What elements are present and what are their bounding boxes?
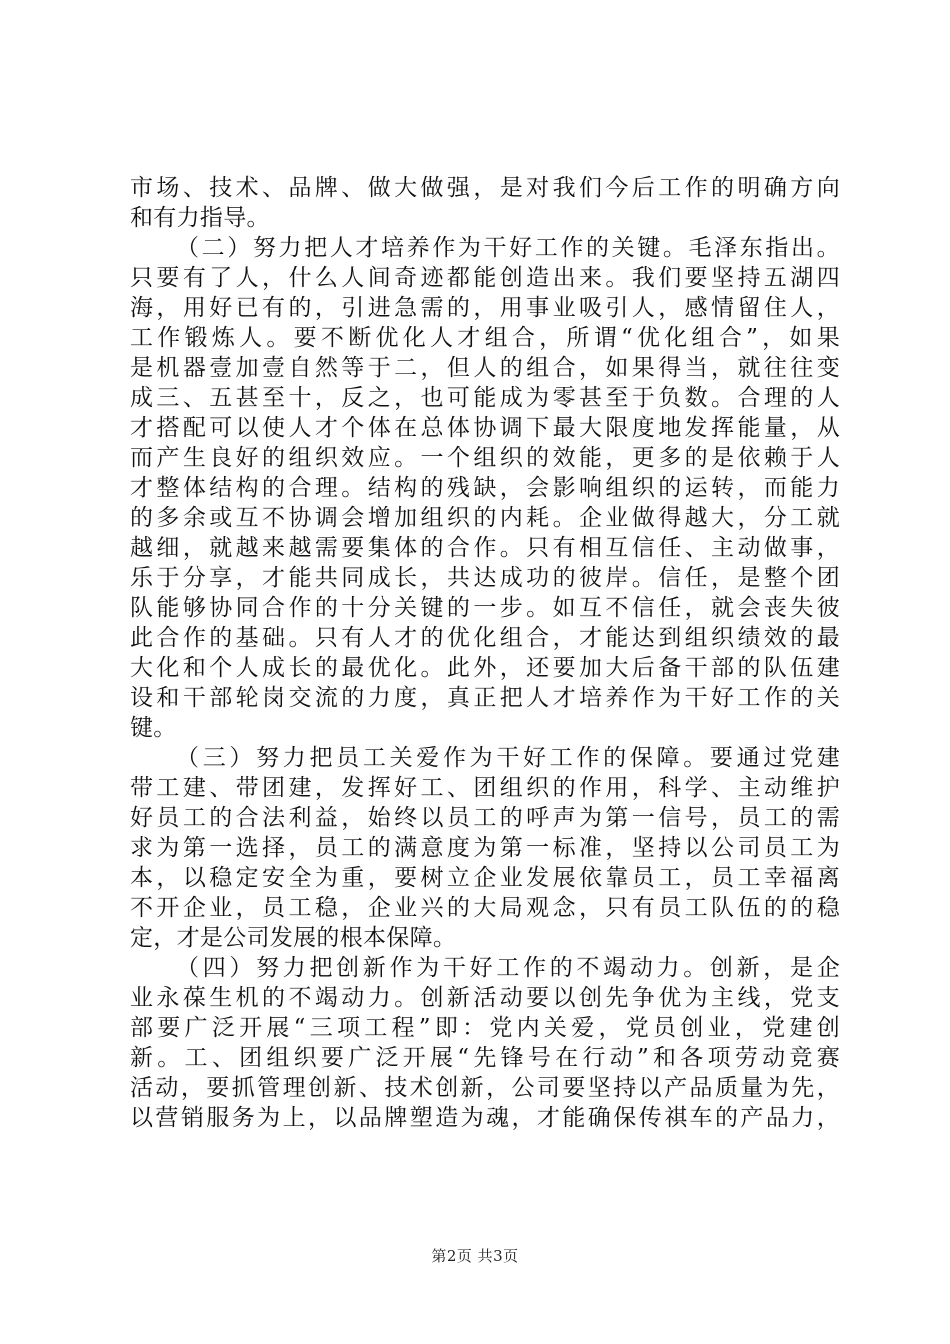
text-line: 带工建、带团建，发挥好工、团组织的作用，科学、主动维护 <box>130 775 840 801</box>
text-line: 和有力指导。 <box>130 205 270 231</box>
text-line: 而产生良好的组织效应。一个组织的效能，更多的是依赖于人 <box>130 445 840 471</box>
text-line: 大化和个人成长的最优化。此外，还要加大后备干部的队伍建 <box>130 655 840 681</box>
text-line: 好员工的合法利益，始终以员工的呼声为第一信号，员工的需 <box>130 805 840 831</box>
paragraph-heading-line: （四）努力把创新作为干好工作的不竭动力。创新，是企 <box>176 955 840 981</box>
text-line: 成三、五甚至十，反之，也可能成为零甚至于负数。合理的人 <box>130 385 840 411</box>
text-line: 乐于分享，才能共同成长，共达成功的彼岸。信任，是整个团 <box>130 565 840 591</box>
paragraph-heading-line: （二）努力把人才培养作为干好工作的关键。毛泽东指出。 <box>176 235 840 261</box>
text-line: 只要有了人，什么人间奇迹都能创造出来。我们要坚持五湖四 <box>130 265 840 291</box>
text-line: 设和干部轮岗交流的力度，真正把人才培养作为干好工作的关 <box>130 685 840 711</box>
text-line: 求为第一选择，员工的满意度为第一标准，坚持以公司员工为 <box>130 835 840 861</box>
paragraph-heading-line: （三）努力把员工关爱作为干好工作的保障。要通过党建 <box>176 745 840 771</box>
text-line: 越细，就越来越需要集体的合作。只有相互信任、主动做事， <box>130 535 840 561</box>
text-line: 是机器壹加壹自然等于二，但人的组合，如果得当，就往往变 <box>130 355 840 381</box>
text-line: 市场、技术、品牌、做大做强，是对我们今后工作的明确方向 <box>130 175 840 201</box>
text-line: 活动，要抓管理创新、技术创新，公司要坚持以产品质量为先， <box>130 1075 840 1101</box>
text-line: 定，才是公司发展的根本保障。 <box>130 925 457 951</box>
text-line: 的多余或互不协调会增加组织的内耗。企业做得越大，分工就 <box>130 505 840 531</box>
text-line: 才整体结构的合理。结构的残缺，会影响组织的运转，而能力 <box>130 475 840 501</box>
text-line: 不开企业，员工稳，企业兴的大局观念，只有员工队伍的的稳 <box>130 895 840 921</box>
text-line: 业永葆生机的不竭动力。创新活动要以创先争优为主线，党支 <box>130 985 840 1011</box>
text-line: 部要广泛开展“三项工程”即：党内关爱，党员创业，党建创 <box>130 1015 840 1041</box>
text-line: 以营销服务为上，以品牌塑造为魂，才能确保传祺车的产品力， <box>130 1105 840 1131</box>
text-line: 海，用好已有的，引进急需的，用事业吸引人，感情留住人， <box>130 295 840 321</box>
page-number-footer: 第2页 共3页 <box>431 1247 519 1265</box>
text-line: 新。工、团组织要广泛开展“先锋号在行动”和各项劳动竞赛 <box>130 1045 840 1071</box>
document-body <box>130 173 840 1133</box>
text-line: 本，以稳定安全为重，要树立企业发展依靠员工，员工幸福离 <box>130 865 840 891</box>
text-line: 才搭配可以使人才个体在总体协调下最大限度地发挥能量，从 <box>130 415 840 441</box>
text-line: 工作锻炼人。要不断优化人才组合，所谓“优化组合”，如果 <box>130 325 840 351</box>
text-line: 此合作的基础。只有人才的优化组合，才能达到组织绩效的最 <box>130 625 840 651</box>
text-line: 键。 <box>130 715 177 741</box>
text-line: 队能够协同合作的十分关键的一步。如互不信任，就会丧失彼 <box>130 595 840 621</box>
